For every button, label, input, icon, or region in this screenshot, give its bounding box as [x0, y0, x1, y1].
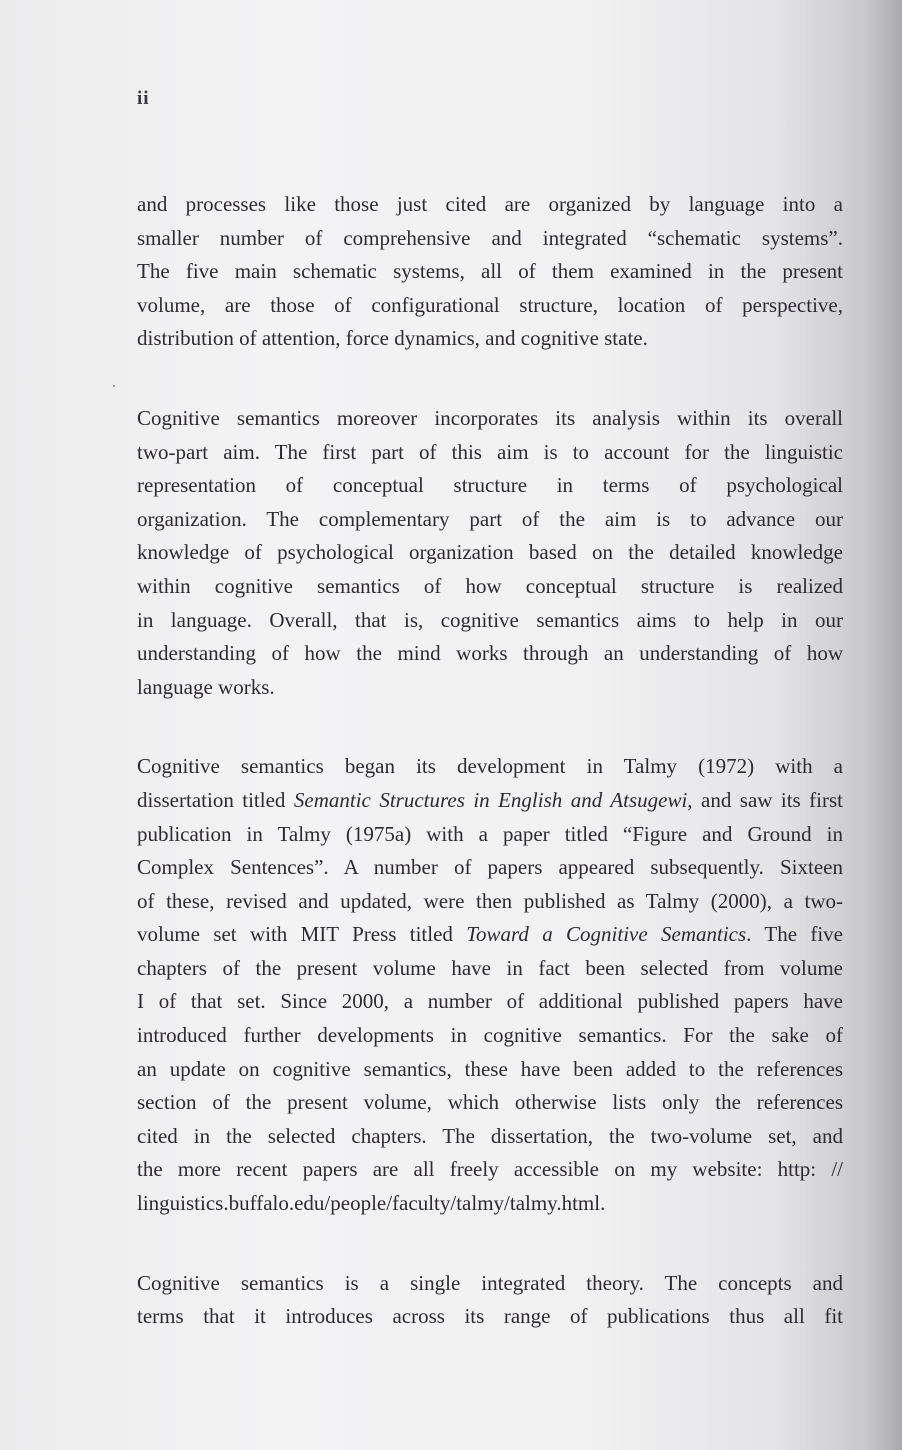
paragraph-3: [137, 750, 843, 1220]
text-line: Cognitive semantics is a single integrated theory. The concepts and: [137, 1270, 843, 1295]
text-line: chapters of the present volume have in fact been selected from volume: [137, 955, 843, 980]
paragraph-2: [137, 402, 843, 704]
paragraph-4: [137, 1267, 843, 1334]
italic-title: Toward a Cognitive Semantics: [466, 922, 747, 947]
text-line: in language. Overall, that is, cognitive semantics aims to help in our: [137, 607, 843, 632]
text-line: linguistics.buffalo.edu/people/faculty/talmy/talmy.html.: [137, 1191, 606, 1216]
text-line: within cognitive semantics of how conceptual structure is realized: [137, 573, 843, 598]
body-text: [137, 188, 843, 1380]
text-line: language works.: [137, 674, 275, 699]
text-line: cited in the selected chapters. The dissertation, the two-volume set, and: [137, 1123, 843, 1148]
text-line: of these, revised and updated, were then published as Talmy (2000), a two-: [137, 888, 843, 913]
italic-title: Semantic Structures in English and Atsugewi: [293, 787, 688, 812]
paragraph-1: [137, 188, 843, 356]
text-line: understanding of how the mind works through an understanding of how: [137, 641, 843, 666]
text-line: Cognitive semantics began its development in Talmy (1972) with a: [137, 754, 843, 779]
text-line: distribution of attention, force dynamics, and cognitive state.: [137, 326, 648, 351]
text-line: I of that set. Since 2000, a number of additional published papers have: [137, 989, 843, 1014]
text-line: two-part aim. The first part of this aim is to account for the linguistic: [137, 439, 843, 464]
text-line: representation of conceptual structure in terms of psychological: [137, 473, 843, 498]
text-line: The five main schematic systems, all of them examined in the present: [137, 259, 843, 284]
text-line: publication in Talmy (1975a) with a paper titled “Figure and Ground in: [137, 821, 843, 846]
text-line-with-italic-title: volume set with MIT Press titled Toward a Cognitive Semantics. The five: [137, 922, 843, 947]
text-line: smaller number of comprehensive and integrated “schematic systems”.: [137, 225, 843, 250]
text-line: Cognitive semantics moreover incorporates its analysis within its overall: [137, 405, 843, 430]
text-line: terms that it introduces across its range of publications thus all fit: [137, 1304, 843, 1329]
text-line: organization. The complementary part of the aim is to advance our: [137, 506, 843, 531]
text-line: knowledge of psychological organization based on the detailed knowledge: [137, 540, 843, 565]
text-line: introduced further developments in cognitive semantics. For the sake of: [137, 1023, 843, 1048]
text-line: section of the present volume, which otherwise lists only the references: [137, 1090, 843, 1115]
page-number: ii: [137, 88, 150, 109]
text-line: volume, are those of configurational structure, location of perspective,: [137, 292, 843, 317]
text-line: the more recent papers are all freely accessible on my website: http: //: [137, 1157, 843, 1182]
stray-mark: [113, 385, 115, 387]
text-line: an update on cognitive semantics, these have been added to the references: [137, 1056, 843, 1081]
text-line: Complex Sentences”. A number of papers appeared subsequently. Sixteen: [137, 855, 843, 880]
text-line: and processes like those just cited are organized by language into a: [137, 192, 843, 216]
text-line-with-italic-title: dissertation titled Semantic Structures in English and Atsugewi, and saw its first: [137, 787, 843, 812]
